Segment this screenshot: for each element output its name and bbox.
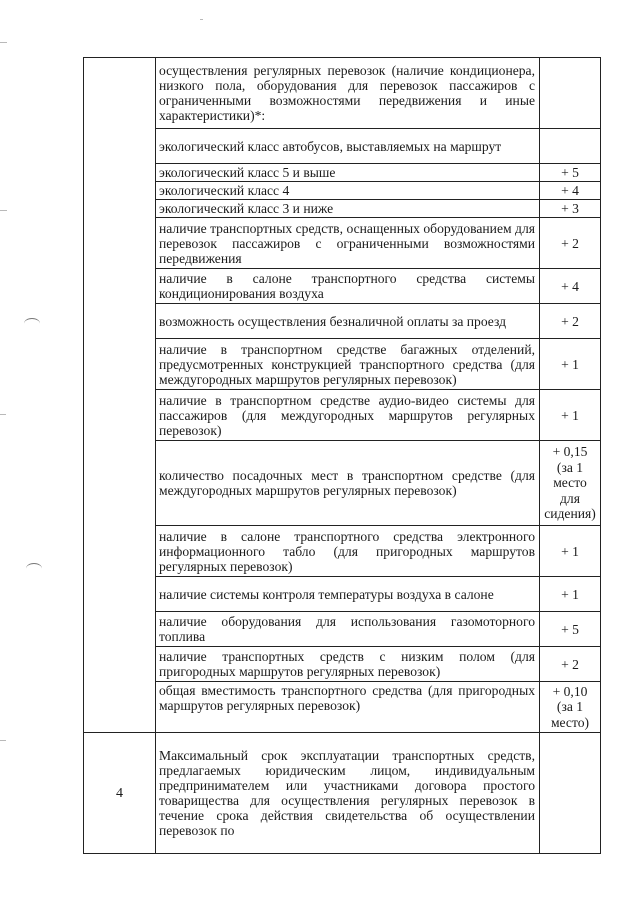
row-number-cell <box>84 58 156 733</box>
table-row <box>84 182 601 200</box>
criterion-text: наличие в транспортном средстве аудио-видео системы для пассажиров (для междугородных маршрутов регулярных перевозок) <box>156 390 540 441</box>
criteria-table <box>83 57 601 854</box>
scan-mark <box>0 210 7 211</box>
criterion-text: осуществления регулярных перевозок (наличие кондиционера, низкого пола, оборудования для перевозок пассажиров с ограниченными возможностями передвижения и иные характеристики)*: <box>156 58 540 129</box>
criterion-score: + 2 <box>540 218 601 269</box>
table-row <box>84 269 601 304</box>
criterion-score: + 5 <box>540 164 601 182</box>
table-row <box>84 164 601 182</box>
criterion-text: наличие системы контроля температуры воздуха в салоне <box>156 577 540 612</box>
table-row <box>84 218 601 269</box>
criterion-score <box>540 682 601 733</box>
score-line: место <box>553 475 587 491</box>
table-row <box>84 304 601 339</box>
criterion-score: + 2 <box>540 647 601 682</box>
criterion-text: наличие оборудования для использования газомоторного топлива <box>156 612 540 647</box>
table-row <box>84 733 601 854</box>
criterion-text: возможность осуществления безналичной оплаты за проезд <box>156 304 540 339</box>
criterion-score: + 1 <box>540 390 601 441</box>
criterion-text: экологический класс 4 <box>156 182 540 200</box>
score-line: (за 1 <box>556 699 584 715</box>
table-row <box>84 526 601 577</box>
criterion-score: + 1 <box>540 526 601 577</box>
criterion-text: общая вместимость транспортного средства (для пригородных маршрутов регулярных перевозок) <box>156 682 540 733</box>
criterion-text: количество посадочных мест в транспортном средстве (для междугородных маршрутов регулярных перевозок) <box>156 441 540 526</box>
table-row <box>84 129 601 164</box>
table-row <box>84 441 601 526</box>
criterion-score: + 5 <box>540 612 601 647</box>
criterion-text: наличие транспортных средств с низким полом (для пригородных маршрутов регулярных перевозок) <box>156 647 540 682</box>
score-line: (за 1 <box>556 459 584 475</box>
criterion-text: экологический класс автобусов, выставляемых на маршрут <box>156 129 540 164</box>
hole-punch-mark <box>24 318 40 329</box>
criterion-text: наличие в салоне транспортного средства электронного информационного табло (для пригородных маршрутов регулярных перевозок) <box>156 526 540 577</box>
criterion-text: Максимальный срок эксплуатации транспортных средств, предлагаемых юридическим лицом, индивидуальным предпринимателем или участниками договора простого товарищества для осуществления регулярных перевозок в течение срока действия свидетельства об осуществлении перевозок по <box>156 733 540 854</box>
criterion-text: экологический класс 5 и выше <box>156 164 540 182</box>
criterion-text: наличие в транспортном средстве багажных отделений, предусмотренных конструкцией транспортного средства (для междугородных маршрутов регулярных перевозок) <box>156 339 540 390</box>
criterion-score <box>540 129 601 164</box>
scan-mark <box>200 19 203 20</box>
score-line: сидения) <box>544 506 596 522</box>
criterion-score: + 1 <box>540 577 601 612</box>
criterion-score: + 4 <box>540 182 601 200</box>
table-row <box>84 390 601 441</box>
score-line: для <box>560 490 580 506</box>
criterion-text: наличие транспортных средств, оснащенных оборудованием для перевозок пассажиров с ограниченными возможностями передвижения <box>156 218 540 269</box>
table-row <box>84 612 601 647</box>
scan-mark <box>0 740 6 741</box>
criterion-score <box>540 58 601 129</box>
score-line: + 0,10 <box>552 683 588 699</box>
row-number-cell: 4 <box>84 733 156 854</box>
table-row <box>84 577 601 612</box>
scan-mark <box>0 42 7 43</box>
hole-punch-mark <box>26 563 42 574</box>
criterion-score: + 4 <box>540 269 601 304</box>
criterion-text: экологический класс 3 и ниже <box>156 200 540 218</box>
criterion-score: + 3 <box>540 200 601 218</box>
table-row <box>84 339 601 390</box>
table-row <box>84 58 601 129</box>
score-line: место) <box>550 714 590 730</box>
criterion-score <box>540 733 601 854</box>
criterion-score <box>540 441 601 526</box>
criterion-text: наличие в салоне транспортного средства системы кондиционирования воздуха <box>156 269 540 304</box>
scan-mark <box>0 414 6 415</box>
table-row <box>84 647 601 682</box>
table-row <box>84 682 601 733</box>
criterion-score: + 1 <box>540 339 601 390</box>
table-row <box>84 200 601 218</box>
criterion-score: + 2 <box>540 304 601 339</box>
score-line: + 0,15 <box>552 444 588 460</box>
